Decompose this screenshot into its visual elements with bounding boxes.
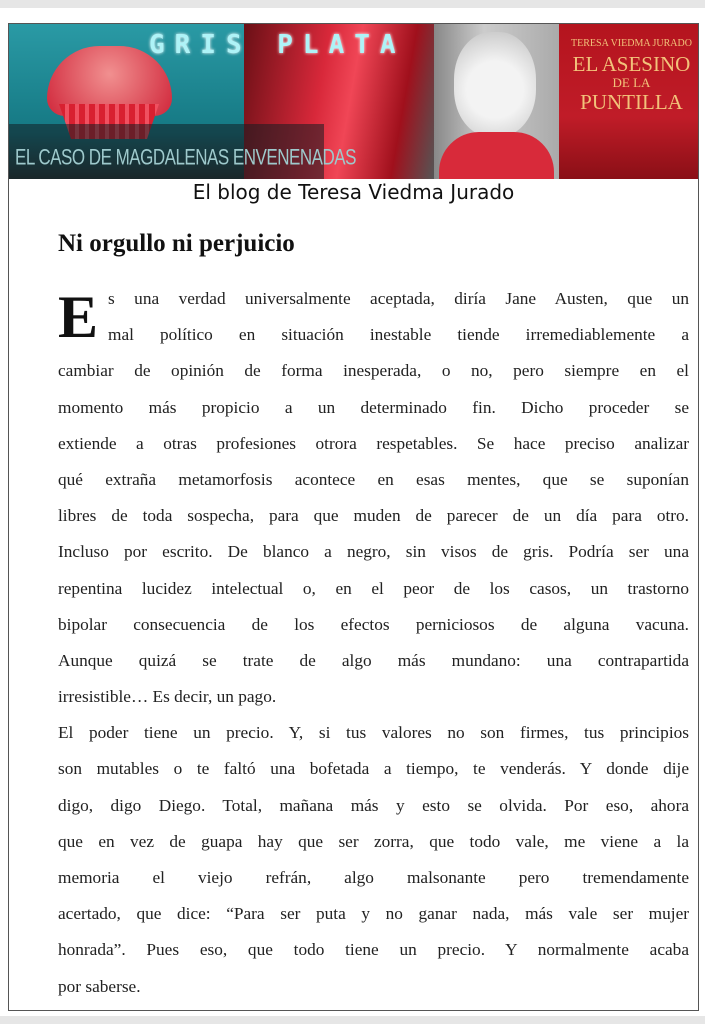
text-line: Aunque quizá se trate de algo más mundano: una contrapartida [58, 650, 689, 670]
banner-logo: GRIS PLATA [149, 30, 406, 60]
author-face [454, 32, 536, 137]
text-line: acertado, que dice: “Para ser puta y no ganar nada, más vale ser mujer [58, 904, 689, 924]
article-body [58, 281, 689, 1005]
blog-name[interactable]: El blog de Teresa Viedma Jurado [192, 180, 515, 204]
book2-title-line3: PUNTILLA [580, 90, 683, 114]
author-torso [439, 132, 554, 179]
text-line: Incluso por escrito. De blanco a negro, sin visos de gris. Podría ser una [58, 542, 689, 562]
text-line: mal político en situación inestable tiende irremediablemente a [108, 325, 689, 345]
text-line: momento más propicio a un determinado fin. Dicho proceder se [58, 397, 689, 417]
text-line: digo, digo Diego. Total, mañana más y esto se olvida. Por eso, ahora [58, 795, 689, 815]
text-line: repentina lucidez intelectual o, en el peor de los casos, un trastorno [58, 578, 689, 598]
banner-book1-title: EL CASO DE MAGDALENAS ENVENENADAS [15, 145, 356, 170]
text-line: libres de toda sospecha, para que muden de parecer de un día para otro. [58, 506, 689, 526]
text-line: qué extraña metamorfosis acontece en esas mentes, que se suponían [58, 469, 689, 489]
book2-title-line2: DE LA [612, 75, 651, 90]
paragraph-2 [58, 715, 689, 1005]
text-line: s una verdad universalmente aceptada, diría Jane Austen, que un [108, 289, 689, 308]
page [0, 8, 705, 1016]
article-title: Ni orgullo ni perjuicio [58, 230, 295, 257]
text-line: son mutables o te faltó una bofetada a tiempo, te venderás. Y donde dije [58, 759, 689, 779]
article-card [8, 23, 699, 1011]
banner-author-photo [434, 24, 559, 179]
book2-title-line1: EL ASESINO [572, 52, 691, 76]
text-line: memoria el viejo refrán, algo malsonante pero tremendamente [58, 868, 689, 887]
blog-banner[interactable] [9, 24, 698, 179]
text-line: El poder tiene un precio. Y, si tus valores no son firmes, tus principios [58, 723, 689, 743]
text-line: irresistible… Es decir, un pago. [58, 687, 277, 707]
paragraph-1 [58, 281, 689, 715]
text-line: cambiar de opinión de forma inesperada, o no, pero siempre en el [58, 361, 689, 381]
text-line: bipolar consecuencia de los efectos perniciosos de alguna vacuna. [58, 614, 689, 634]
text-line: honrada”. Pues eso, que todo tiene un precio. Y normalmente acaba [58, 940, 689, 960]
banner-book2-author: TERESA VIEDMA JURADO [571, 38, 692, 49]
drop-cap: E [58, 284, 99, 350]
banner-book2-title [569, 52, 694, 114]
text-line: por saberse. [58, 976, 141, 996]
text-line: extiende a otras profesiones otrora respetables. Se hace preciso analizar [58, 433, 689, 453]
text-line: que en vez de guapa hay que ser zorra, que todo vale, me viene a la [58, 831, 689, 851]
